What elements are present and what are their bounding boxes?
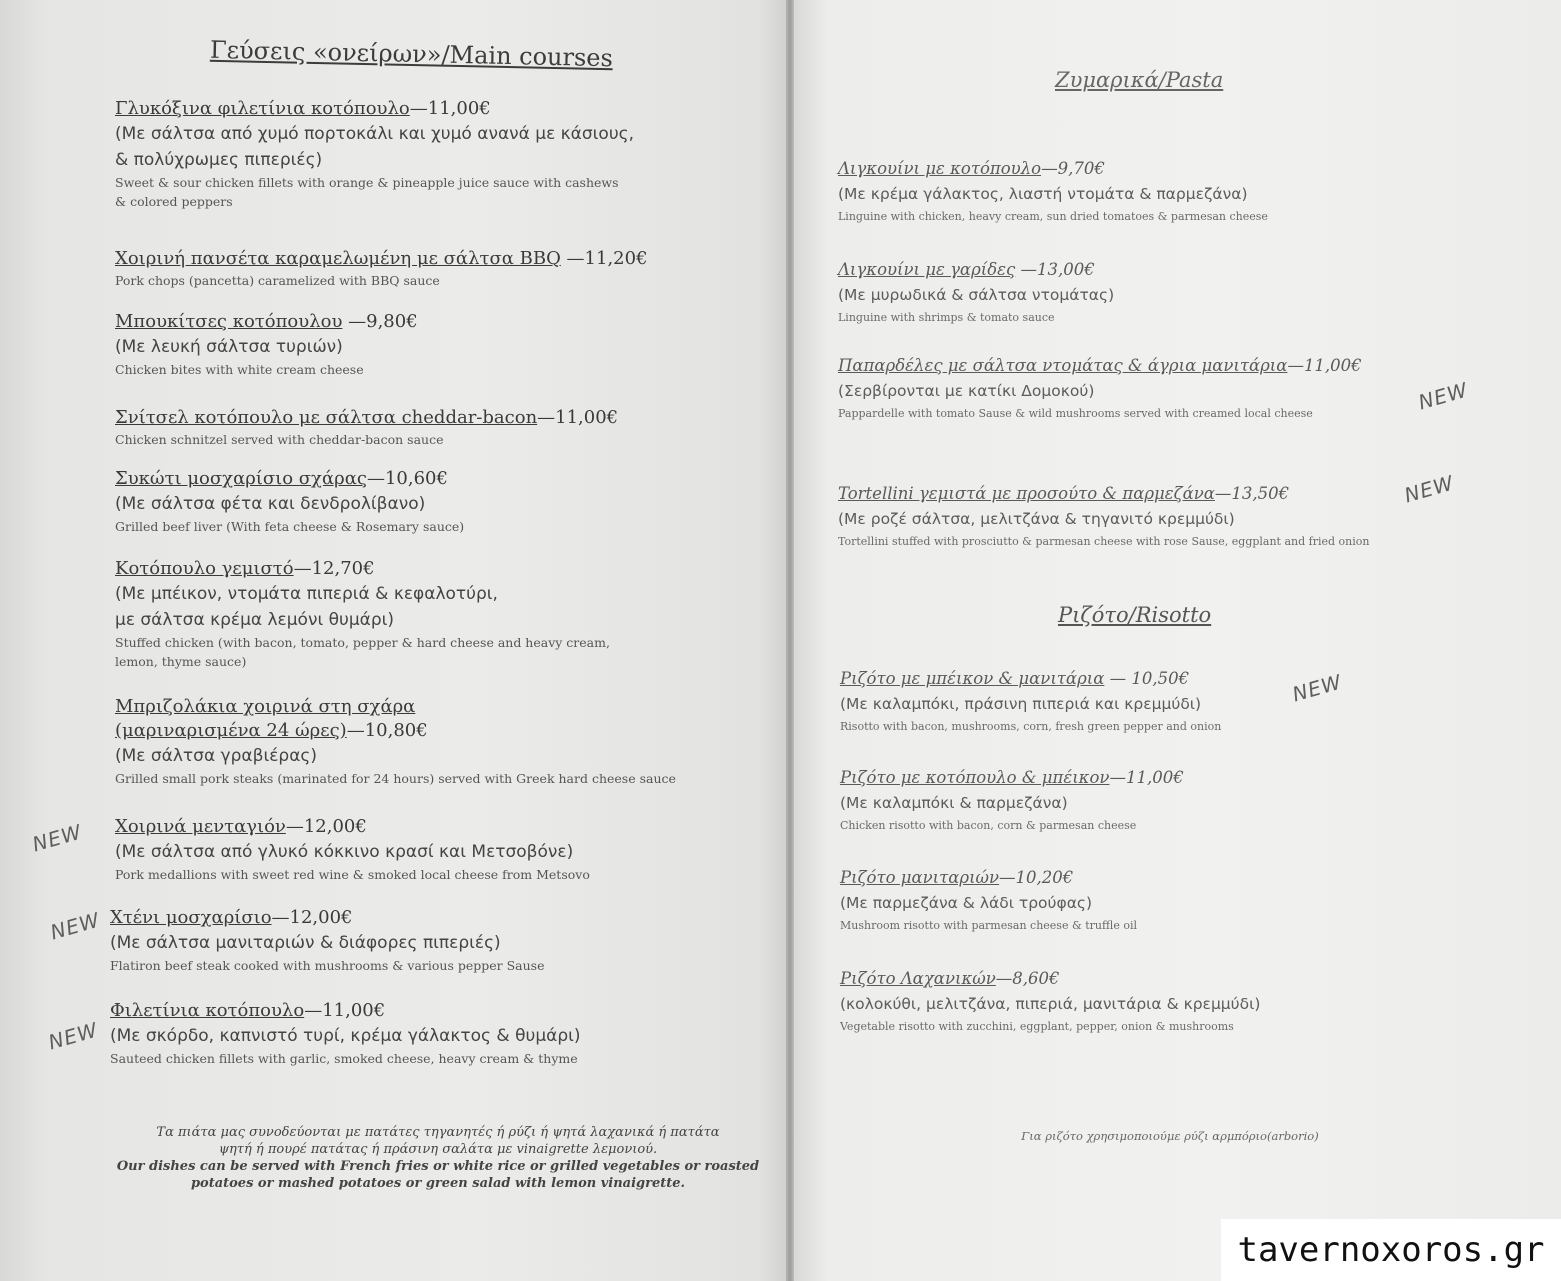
side-dishes-footnote	[108, 1124, 768, 1192]
dish-name: Ριζότο με μπέικον & μανιτάρια	[840, 669, 1105, 688]
dish-name: Χοιρινή πανσέτα καραμελωμένη με σάλτσα BBQ	[115, 248, 561, 269]
dish-price: —13,50€	[1214, 484, 1290, 503]
main-course-menu-item	[115, 247, 648, 290]
dish-price: —11,00€	[1109, 768, 1184, 787]
dish-description-english: Risotto with bacon, mushrooms, corn, fresh green pepper and onion	[840, 720, 1222, 733]
dish-name-line	[110, 999, 581, 1023]
main-course-menu-item	[110, 906, 544, 975]
dish-name-line	[838, 482, 1370, 506]
pasta-menu-item	[838, 482, 1370, 551]
footnote-line-2: ψητή ή πουρέ πατάτας ή πράσινη σαλάτα με vinaigrette λεμονιού.	[218, 1142, 658, 1157]
risotto-footnote: Για ριζότο χρησιμοποιούμε ρύζι αρμπόριο(arborio)	[1021, 1129, 1319, 1143]
new-label-medallions: NEW	[29, 819, 85, 857]
main-course-menu-item	[115, 815, 590, 884]
dish-description-greek: (Με μυρωδικά & σάλτσα ντομάτας)	[838, 286, 1115, 304]
dish-name: Κοτόπουλο γεμιστό	[115, 558, 294, 579]
dish-description-greek: (Με ροζέ σάλτσα, μελιτζάνα & τηγανιτό κρεμμύδι)	[838, 510, 1235, 528]
dish-price: —8,60€	[995, 969, 1060, 988]
dish-name-line	[115, 247, 648, 271]
dish-name: Μπριζολάκια χοιρινά στη σχάρα	[115, 696, 416, 717]
dish-description-english: Grilled beef liver (With feta cheese & Rosemary sauce)	[115, 519, 465, 534]
dish-name: Φιλετίνια κοτόπουλο	[110, 1000, 305, 1021]
dish-price: —11,20€	[560, 248, 648, 269]
dish-price: —12,00€	[271, 907, 353, 928]
dish-name-line	[840, 766, 1184, 790]
dish-name: Χοιρινά μενταγιόν	[115, 816, 286, 837]
dish-description-greek: με σάλτσα κρέμα λεμόνι θυμάρι)	[115, 610, 395, 630]
pasta-menu-item	[838, 157, 1268, 226]
main-course-menu-item	[115, 467, 464, 536]
dish-price: —12,00€	[285, 816, 367, 837]
risotto-title: Ριζότο/Risotto	[1058, 603, 1212, 627]
dish-name-line	[840, 866, 1137, 890]
dish-description-greek: (Με μπέικον, ντομάτα πιπεριά & κεφαλοτύρι,	[115, 584, 498, 604]
new-label-tortellini: NEW	[1401, 470, 1457, 508]
dish-name: Γλυκόξινα φιλετίνια κοτόπουλο	[115, 98, 410, 119]
dish-name-line-2	[115, 719, 676, 743]
dish-name: Ριζότο Λαχανικών	[840, 969, 996, 988]
page-fold	[786, 0, 794, 1281]
new-label-flatiron: NEW	[47, 907, 103, 945]
dish-price: —11,00€	[1287, 356, 1362, 375]
dish-name: Λιγκουίνι με κοτόπουλο	[838, 159, 1042, 178]
main-course-menu-item	[115, 557, 610, 671]
dish-price: —13,00€	[1015, 260, 1095, 279]
risotto-menu-item	[840, 866, 1137, 935]
new-label-chicken-fillets: NEW	[45, 1017, 101, 1055]
dish-description-greek: (Με καλαμπόκι & παρμεζάνα)	[840, 794, 1068, 812]
dish-description-english: Sauteed chicken fillets with garlic, smoked cheese, heavy cream & thyme	[110, 1051, 578, 1066]
dish-description-greek: (Με κρέμα γάλακτος, λιαστή ντομάτα & παρμεζάνα)	[838, 185, 1248, 203]
dish-description-greek: (Με καλαμπόκι, πράσινη πιπεριά και κρεμμύδι)	[840, 695, 1202, 713]
risotto-menu-item	[840, 667, 1221, 736]
dish-name: Λιγκουίνι με γαρίδες	[838, 260, 1016, 279]
dish-name: Tortellini γεμιστά με προσούτο & παρμεζάνα	[838, 484, 1215, 503]
site-watermark: tavernoxoros.gr	[1221, 1219, 1561, 1281]
risotto-menu-item	[840, 766, 1184, 835]
dish-name-line	[838, 157, 1268, 181]
dish-price: —11,00€	[304, 1000, 386, 1021]
dish-description-english: Flatiron beef steak cooked with mushrooms & various pepper Sause	[110, 958, 545, 973]
main-course-menu-item	[115, 695, 676, 788]
main-course-menu-item	[115, 97, 634, 211]
risotto-menu-item	[840, 967, 1260, 1036]
dish-description-greek: (Με παρμεζάνα & λάδι τρούφας)	[840, 894, 1093, 912]
dish-name: Ριζότο με κοτόπουλο & μπέικον	[840, 768, 1110, 787]
dish-name-line	[840, 667, 1221, 691]
new-label-risotto-bacon: NEW	[1289, 669, 1345, 707]
dish-description-greek: (κολοκύθι, μελιτζάνα, πιπεριά, μανιτάρια & κρεμμύδι)	[840, 995, 1261, 1013]
dish-description-english: & colored peppers	[115, 194, 233, 209]
main-course-menu-item	[115, 406, 618, 449]
dish-name-line	[115, 97, 634, 121]
dish-description-greek: (Με σκόρδο, καπνιστό τυρί, κρέμα γάλακτος & θυμάρι)	[110, 1026, 581, 1046]
pasta-menu-item	[838, 354, 1362, 423]
dish-description-english: Tortellini stuffed with prosciutto & parmesan cheese with rose Sause, eggplant and fried onion	[838, 535, 1370, 548]
dish-name-line	[110, 906, 544, 930]
dish-name-cont: (μαριναρισμένα 24 ώρες)	[115, 720, 347, 741]
footnote-line-3: Our dishes can be served with French fries or white rice or grilled vegetables or roasted	[116, 1159, 760, 1174]
dish-description-greek: (Με σάλτσα γραβιέρας)	[115, 746, 318, 766]
dish-name: Σνίτσελ κοτόπουλο με σάλτσα cheddar-bacon	[115, 407, 538, 428]
pasta-title: Ζυμαρικά/Pasta	[1055, 68, 1224, 92]
dish-description-english: Chicken schnitzel served with cheddar-bacon sauce	[115, 432, 444, 447]
dish-description-english: Pappardelle with tomato Sause & wild mushrooms served with creamed local cheese	[838, 407, 1313, 420]
dish-description-english: Stuffed chicken (with bacon, tomato, pepper & hard cheese and heavy cream,	[115, 635, 610, 650]
dish-name-line	[115, 557, 610, 581]
footnote-line-1: Τα πιάτα μας συνοδεύονται με πατάτες τηγανητές ή ρύζι ή ψητά λαχανικά ή πατάτα	[156, 1125, 720, 1140]
footnote-line-4: potatoes or mashed potatoes or green salad with lemon vinaigrette.	[190, 1176, 686, 1191]
dish-name-line	[838, 258, 1114, 282]
dish-description-greek: (Με σάλτσα από χυμό πορτοκάλι και χυμό ανανά με κάσιους,	[115, 124, 635, 144]
dish-name-line	[115, 467, 464, 491]
new-label-pappardelle: NEW	[1415, 377, 1471, 415]
dish-name: Συκώτι μοσχαρίσιο σχάρας	[115, 468, 367, 489]
dish-name: Ριζότο μανιταριών	[840, 868, 1000, 887]
dish-description-english: Chicken bites with white cream cheese	[115, 362, 364, 377]
dish-price: —11,00€	[409, 98, 491, 119]
dish-price: —9,70€	[1041, 159, 1105, 178]
dish-price: —12,70€	[293, 558, 375, 579]
dish-name-line	[115, 310, 418, 334]
dish-price: —10,80€	[346, 720, 428, 741]
dish-description-english: Chicken risotto with bacon, corn & parmesan cheese	[840, 819, 1137, 832]
dish-description-english: Grilled small pork steaks (marinated for 24 hours) served with Greek hard cheese sauce	[115, 771, 676, 786]
dish-description-greek: (Με σάλτσα μανιταριών & διάφορες πιπεριές)	[110, 933, 501, 953]
dish-description-english: Linguine with shrimps & tomato sauce	[838, 311, 1055, 324]
dish-name: Παπαρδέλες με σάλτσα ντομάτας & άγρια μανιτάρια	[838, 356, 1288, 375]
main-courses-title: Γεύσεις «ονείρων»/Main courses	[209, 35, 614, 73]
dish-description-greek: (Με λευκή σάλτσα τυριών)	[115, 337, 343, 357]
dish-name-line	[838, 354, 1362, 378]
dish-description-english: Sweet & sour chicken fillets with orange & pineapple juice sauce with cashews	[115, 175, 619, 190]
pasta-menu-item	[838, 258, 1114, 327]
dish-description-english: Pork chops (pancetta) caramelized with BBQ sauce	[115, 273, 440, 288]
dish-description-english: Mushroom risotto with parmesan cheese & truffle oil	[840, 919, 1137, 932]
dish-name-line	[840, 967, 1260, 991]
dish-name-line	[115, 695, 676, 719]
dish-description-english: Linguine with chicken, heavy cream, sun dried tomatoes & parmesan cheese	[838, 210, 1268, 223]
dish-description-english: Vegetable risotto with zucchini, eggplant, pepper, onion & mushrooms	[840, 1020, 1234, 1033]
dish-price: —11,00€	[537, 407, 619, 428]
dish-price: —9,80€	[342, 311, 418, 332]
dish-description-greek: (Με σάλτσα από γλυκό κόκκινο κρασί και Μετσοβόνε)	[115, 842, 574, 862]
dish-description-english: lemon, thyme sauce)	[115, 654, 247, 669]
dish-description-greek: (Σερβίρονται με κατίκι Δομοκού)	[838, 382, 1095, 400]
main-course-menu-item	[115, 310, 418, 379]
dish-price: —10,60€	[366, 468, 448, 489]
dish-description-english: Pork medallions with sweet red wine & smoked local cheese from Metsovo	[115, 867, 590, 882]
dish-name: Μπουκίτσες κοτόπουλου	[115, 311, 343, 332]
dish-price: — 10,50€	[1104, 669, 1190, 688]
dish-price: —10,20€	[999, 868, 1074, 887]
dish-name: Χτένι μοσχαρίσιο	[110, 907, 272, 928]
dish-description-greek: (Με σάλτσα φέτα και δενδρολίβανο)	[115, 494, 426, 514]
dish-name-line	[115, 815, 590, 839]
dish-description-greek: & πολύχρωμες πιπεριές)	[115, 150, 323, 170]
main-course-menu-item	[110, 999, 581, 1068]
dish-name-line	[115, 406, 618, 430]
